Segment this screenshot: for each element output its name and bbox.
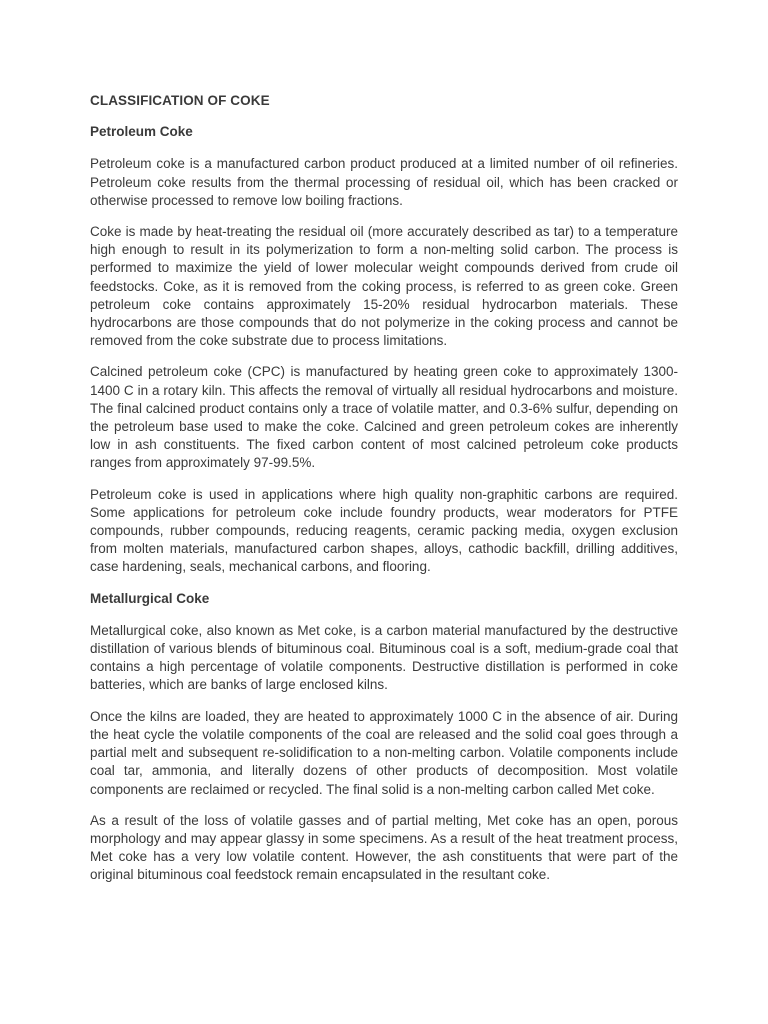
section-metallurgical-coke	[90, 590, 678, 885]
paragraph: Petroleum coke is a manufactured carbon product produced at a limited number of oil refineries. Petroleum coke results from the thermal processing of residual oil, which has been cracked or otherwise processed to remove low boiling fractions.	[90, 156, 678, 208]
document-page	[90, 92, 678, 898]
paragraph: Calcined petroleum coke (CPC) is manufactured by heating green coke to approximately 1300-1400 C in a rotary kiln. This affects the removal of virtually all residual hydrocarbons and moisture. The final calcined product contains only a trace of volatile matter, and 0.3-6% sulfur, depending on the petroleum base used to make the coke. Calcined and green petroleum cokes are inherently low in ash constituents. The fixed carbon content of most calcined petroleum coke products ranges from approximately 97-99.5%.	[90, 364, 678, 471]
paragraph: Once the kilns are loaded, they are heated to approximately 1000 C in the absence of air. During the heat cycle the volatile components of the coal are released and the solid coal goes through a partial melt and subsequent re-solidification to a non-melting carbon. Volatile components include coal tar, ammonia, and literally dozens of other products of decomposition. Most volatile components are reclaimed or recycled. The final solid is a non-melting carbon called Met coke.	[90, 708, 678, 797]
section-heading: Metallurgical Coke	[90, 590, 210, 606]
section-petroleum-coke	[90, 123, 678, 576]
section-heading: Petroleum Coke	[90, 124, 193, 140]
paragraph: Petroleum coke is used in applications where high quality non-graphitic carbons are required. Some applications for petroleum coke include foundry products, wear moderators for PTFE compounds, rubber compounds, reducing reagents, ceramic packing media, oxygen exclusion from molten materials, manufactured carbon shapes, alloys, cathodic backfill, drilling additives, case hardening, seals, mechanical carbons, and flooring.	[90, 486, 678, 575]
paragraph: Metallurgical coke, also known as Met coke, is a carbon material manufactured by the destructive distillation of various blends of bituminous coal. Bituminous coal is a soft, medium-grade coal that contains a high percentage of volatile components. Destructive distillation is performed in coke batteries, which are banks of large enclosed kilns.	[90, 622, 678, 693]
paragraph: Coke is made by heat-treating the residual oil (more accurately described as tar) to a temperature high enough to result in its polymerization to form a non-melting solid carbon. The process is performed to maximize the yield of lower molecular weight compounds derived from crude oil feedstocks. Coke, as it is removed from the coking process, is referred to as green coke. Green petroleum coke contains approximately 15-20% residual hydrocarbon materials. These hydrocarbons are those compounds that do not polymerize in the coking process and cannot be removed from the coke substrate due to process limitations.	[90, 224, 678, 349]
document-title: CLASSIFICATION OF COKE	[90, 93, 270, 108]
paragraph: As a result of the loss of volatile gasses and of partial melting, Met coke has an open, porous morphology and may appear glassy in some specimens. As a result of the heat treatment process, Met coke has a very low volatile content. However, the ash constituents that were part of the original bituminous coal feedstock remain encapsulated in the resultant coke.	[90, 812, 678, 883]
